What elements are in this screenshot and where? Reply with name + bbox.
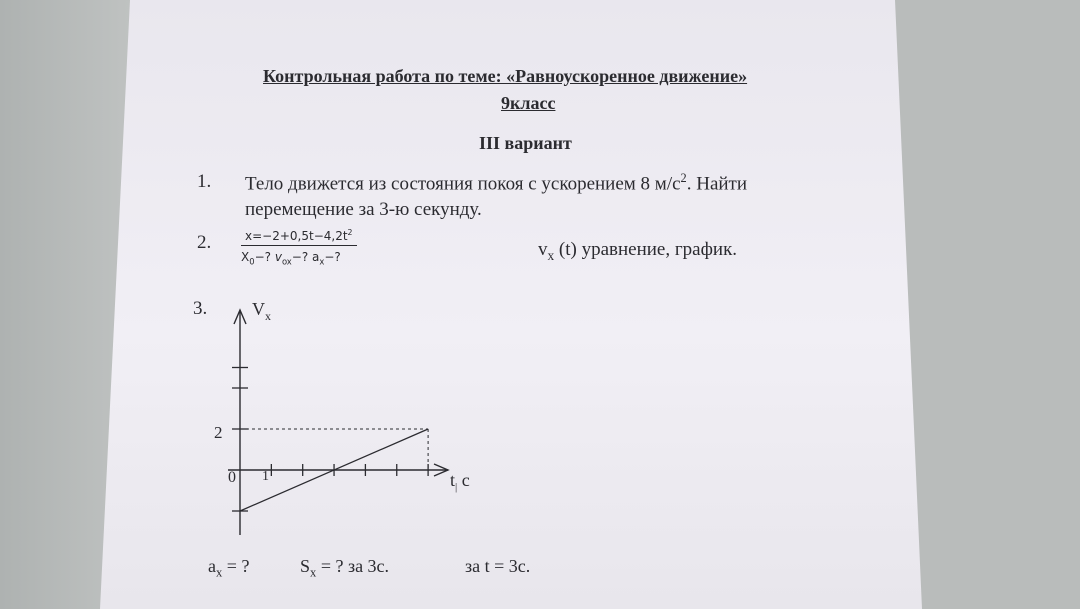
unknown-x-q: −?	[254, 250, 275, 264]
unknown-a: −? a	[291, 250, 320, 264]
task-1-text: Тело движется из состояния покоя с ускорением 8 м/с	[245, 173, 681, 195]
task-2-unknowns	[241, 246, 357, 266]
task-1-line-1	[245, 171, 747, 195]
y-axis-label: $V_x$	[252, 299, 271, 323]
vx-sub: x	[547, 247, 555, 263]
tick-label-2: 2	[214, 423, 223, 442]
unknown-a-sub: x	[319, 256, 325, 267]
task-1-exponent: 2	[680, 171, 687, 185]
s-tail: = ? за 3с.	[316, 556, 390, 576]
task-2-number: 2.	[197, 232, 212, 253]
task-2-equation	[241, 228, 357, 246]
unknown-v: v	[274, 250, 282, 264]
equation-text: x=−2+0,5t−4,2t	[245, 229, 348, 243]
unknown-a-q: −?	[324, 250, 341, 264]
x-axis-label: $t_|$ с	[450, 470, 470, 493]
tick-label-0: 0	[228, 469, 236, 486]
task-2-request	[538, 239, 737, 264]
task-2-fraction	[241, 228, 357, 266]
task-1-text-tail: . Найти	[686, 173, 748, 195]
unknown-x: X	[241, 250, 250, 264]
tick-label-1: 1	[262, 469, 269, 484]
variant-label: III вариант	[479, 133, 572, 153]
a-symbol: a	[208, 556, 216, 576]
a-sub: x	[216, 565, 223, 580]
task-1-line-2: перемещение за 3-ю секунду.	[245, 199, 482, 220]
grade-label: 9класс	[501, 93, 556, 113]
task-1-number: 1.	[197, 171, 212, 192]
task-3-number: 3.	[193, 298, 208, 319]
unknown-x-sub: 0	[249, 256, 255, 267]
s-symbol: S	[300, 556, 311, 576]
question-time: за t = 3с.	[465, 556, 531, 576]
equation-exponent: 2	[347, 228, 353, 237]
a-tail: = ?	[222, 556, 250, 576]
vx-symbol: v	[538, 239, 548, 260]
task-2-request-text: (t) уравнение, график.	[554, 239, 738, 260]
page-title: Контрольная работа по теме: «Равноускоренное движение»	[263, 66, 748, 86]
unknown-v-sub: ox	[281, 256, 292, 267]
question-displacement	[300, 556, 389, 581]
s-sub: x	[310, 565, 317, 580]
question-acceleration	[208, 556, 249, 581]
velocity-graph	[190, 290, 500, 540]
